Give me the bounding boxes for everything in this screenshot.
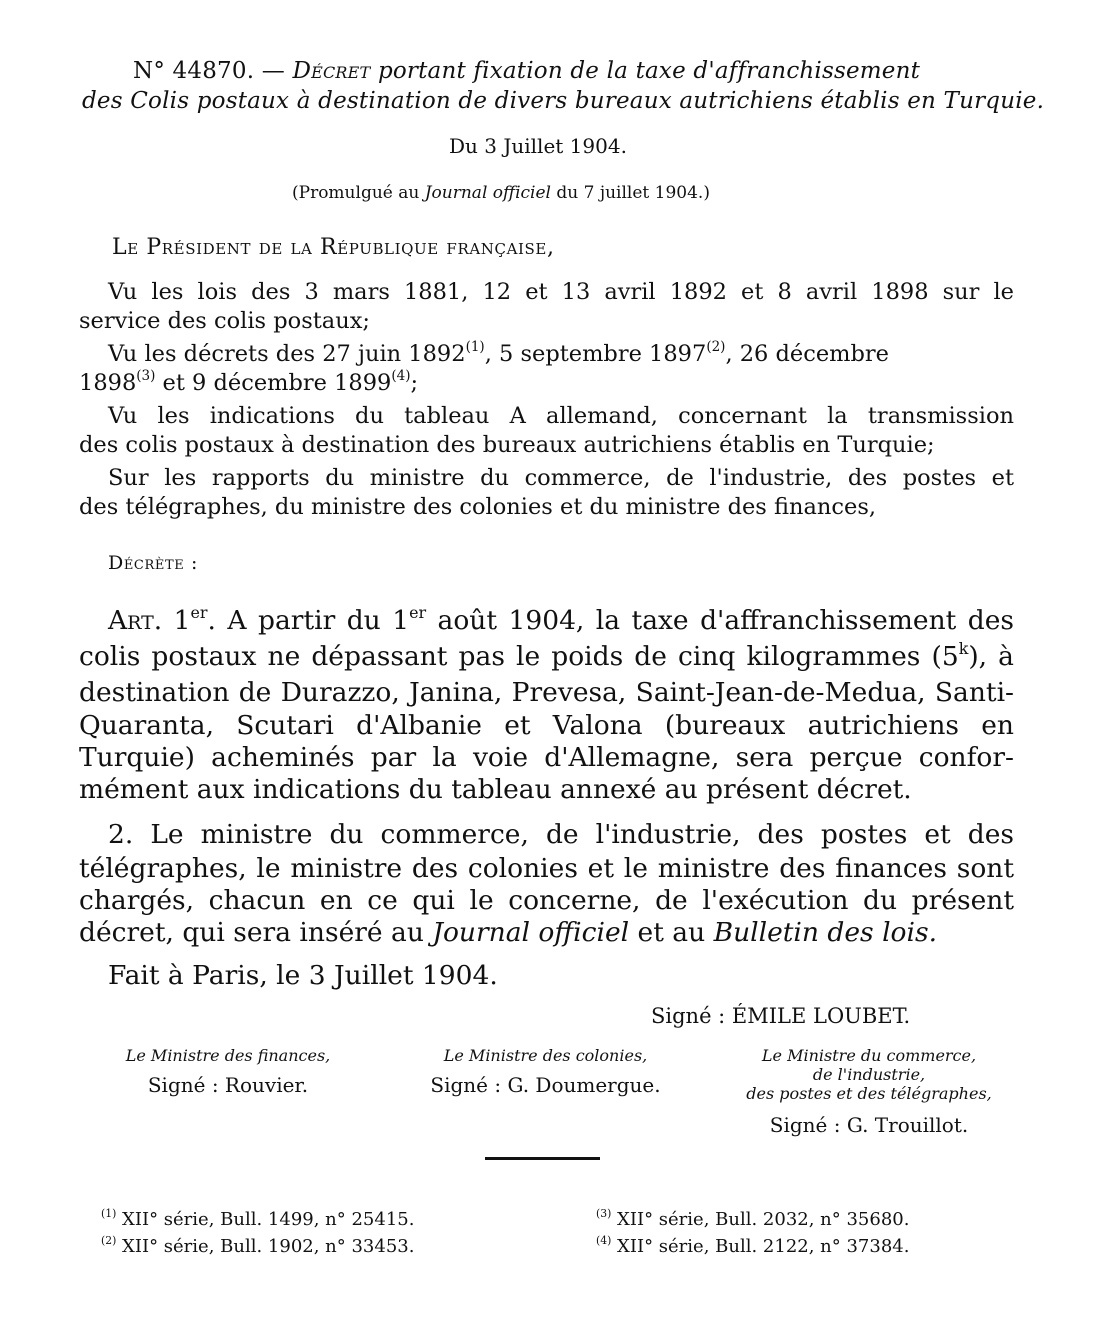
minister-finances-block (92, 1046, 364, 1097)
vu-decrets-text-b: , 5 septembre 1897 (484, 341, 707, 367)
footnote-2-mark: (2) (101, 1234, 117, 1247)
footnote-3 (596, 1209, 909, 1230)
vu-indications-line-1 (108, 403, 1014, 429)
promulgation-suffix: du 7 juillet 1904.) (556, 183, 710, 203)
footnote-ref-2: (2) (706, 339, 726, 355)
promulgation-note (292, 183, 710, 203)
article-1-kg-sup: k (958, 639, 969, 658)
footnote-1 (101, 1209, 414, 1230)
footnote-ref-3: (3) (136, 368, 156, 384)
article-2-line-2 (79, 853, 1014, 884)
article-1-text-1b: août 1904, la taxe d'affranchissement des (426, 605, 1014, 636)
footnote-3-text: XII° série, Bull. 2032, n° 35680. (617, 1209, 910, 1230)
article-1-line-5 (79, 742, 1014, 773)
footnote-ref-4: (4) (391, 368, 411, 384)
footnote-ref-1: (1) (465, 339, 485, 355)
article-1-line-3 (79, 677, 1014, 708)
article-1-text-1 (108, 605, 1014, 636)
article-1-label-sup: er (190, 603, 208, 622)
article-1-date-sup: er (409, 603, 427, 622)
article-1-text-1a: . A partir du 1 (207, 605, 410, 636)
article-1-line-2 (79, 641, 1014, 672)
decree-number: N° 44870. — (133, 58, 285, 84)
vu-decrets-text-d: 1898 (79, 370, 137, 396)
president-heading: Le Président de la République française, (112, 235, 555, 260)
article-2-bulletin: Bulletin des lois. (713, 917, 937, 948)
minister-colonies-block (413, 1046, 678, 1097)
article-2-line-4 (79, 917, 937, 948)
vu-decrets-line-1 (108, 341, 889, 367)
vu-decrets-text-c: , 26 décembre (725, 341, 889, 367)
article-2-journal: Journal officiel (432, 917, 630, 948)
vu-decrets-line-2 (79, 370, 418, 396)
sur-rapports-line-1 (108, 465, 1014, 491)
decree-title-line-2: des Colis postaux à destination de divers bureaux autrichiens établis en Turquie. (82, 88, 1045, 114)
minister-finances-title: Le Ministre des finances, (125, 1046, 331, 1065)
footnote-divider (485, 1157, 600, 1160)
vu-lois-line-1 (108, 279, 1014, 305)
decree-title-rest: portant fixation de la taxe d'affranchissement (377, 58, 921, 84)
footnote-2-text: XII° série, Bull. 1902, n° 33453. (122, 1236, 415, 1257)
vu-decrets-text-a: Vu les décrets des 27 juin 1892 (108, 341, 466, 367)
article-1-text-5: Turquie) acheminés par la voie d'Allemagne, sera perçue confor- (79, 742, 1014, 773)
sur-rapports-line-2: des télégraphes, du ministre des colonies et du ministre des finances, (79, 494, 877, 520)
promulgation-prefix: (Promulgué au (292, 183, 420, 203)
vu-decrets-text-e: et 9 décembre 1899 (155, 370, 392, 396)
footnote-1-text: XII° série, Bull. 1499, n° 25415. (122, 1209, 415, 1230)
decree-title-line-1 (133, 58, 920, 84)
article-2-text-3: chargés, chacun en ce qui le concerne, de l'exécution du présent (79, 885, 1014, 916)
footnote-3-mark: (3) (596, 1207, 612, 1220)
vu-lois-text-1: Vu les lois des 3 mars 1881, 12 et 13 avril 1892 et 8 avril 1898 sur le (108, 279, 1014, 305)
minister-commerce-title-1: Le Ministre du commerce, (761, 1046, 977, 1065)
footnote-4 (596, 1236, 909, 1257)
minister-commerce-block (718, 1046, 1020, 1137)
footnote-1-mark: (1) (101, 1207, 117, 1220)
article-1-text-4: Quaranta, Scutari d'Albanie et Valona (bureaux autrichiens en (79, 710, 1014, 741)
fait-a-paris: Fait à Paris, le 3 Juillet 1904. (108, 960, 498, 991)
article-1-text-2 (79, 641, 1014, 672)
president-signature: Signé : ÉMILE LOUBET. (651, 1004, 911, 1028)
minister-colonies-title: Le Ministre des colonies, (443, 1046, 648, 1065)
footnote-4-mark: (4) (596, 1234, 612, 1247)
article-1-line-4 (79, 710, 1014, 741)
vu-indications-line-2: des colis postaux à destination des bureaux autrichiens établis en Turquie; (79, 432, 935, 458)
article-2-text-4a: décret, qui sera inséré au (79, 917, 424, 948)
sur-rapports-text-1: Sur les rapports du ministre du commerce, de l'industrie, des postes et (108, 465, 1014, 491)
promulgation-journal: Journal officiel (424, 183, 551, 203)
article-1-label: Art. 1 (108, 605, 191, 636)
article-1-line-1 (108, 605, 1014, 636)
article-1-text-2b: ), à (968, 641, 1014, 672)
decree-word: Décret (292, 58, 371, 84)
article-2-line-1 (108, 819, 1014, 850)
vu-indications-text-1: Vu les indications du tableau A allemand, concernant la transmission (108, 403, 1014, 429)
vu-lois-line-2: service des colis postaux; (79, 308, 370, 334)
article-1-text-2a: colis postaux ne dépassant pas le poids de cinq kilogrammes (5 (79, 641, 959, 672)
footnote-4-text: XII° série, Bull. 2122, n° 37384. (617, 1236, 910, 1257)
article-1-line-6: mément aux indications du tableau annexé au présent décret. (79, 774, 912, 805)
minister-finances-signature: Signé : Rouvier. (147, 1073, 309, 1097)
minister-commerce-title-3: des postes et des télégraphes, (746, 1084, 992, 1103)
decree-date: Du 3 Juillet 1904. (449, 134, 627, 158)
article-2-text-1: 2. Le ministre du commerce, de l'industrie, des postes et des (108, 819, 1014, 850)
minister-commerce-title-2: de l'industrie, (812, 1065, 926, 1084)
article-1-text-3: destination de Durazzo, Janina, Prevesa, Saint-Jean-de-Medua, Santi- (79, 677, 1014, 708)
minister-commerce-signature: Signé : G. Trouillot. (769, 1113, 969, 1137)
article-2-line-3 (79, 885, 1014, 916)
footnote-2 (101, 1236, 414, 1257)
article-2-text-2: télégraphes, le ministre des colonies et le ministre des finances sont (79, 853, 1014, 884)
decrete-heading: Décrète : (108, 552, 198, 574)
minister-colonies-signature: Signé : G. Doumergue. (430, 1073, 661, 1097)
article-2-text-4b: et au (637, 917, 706, 948)
vu-decrets-text-f: ; (410, 370, 419, 396)
